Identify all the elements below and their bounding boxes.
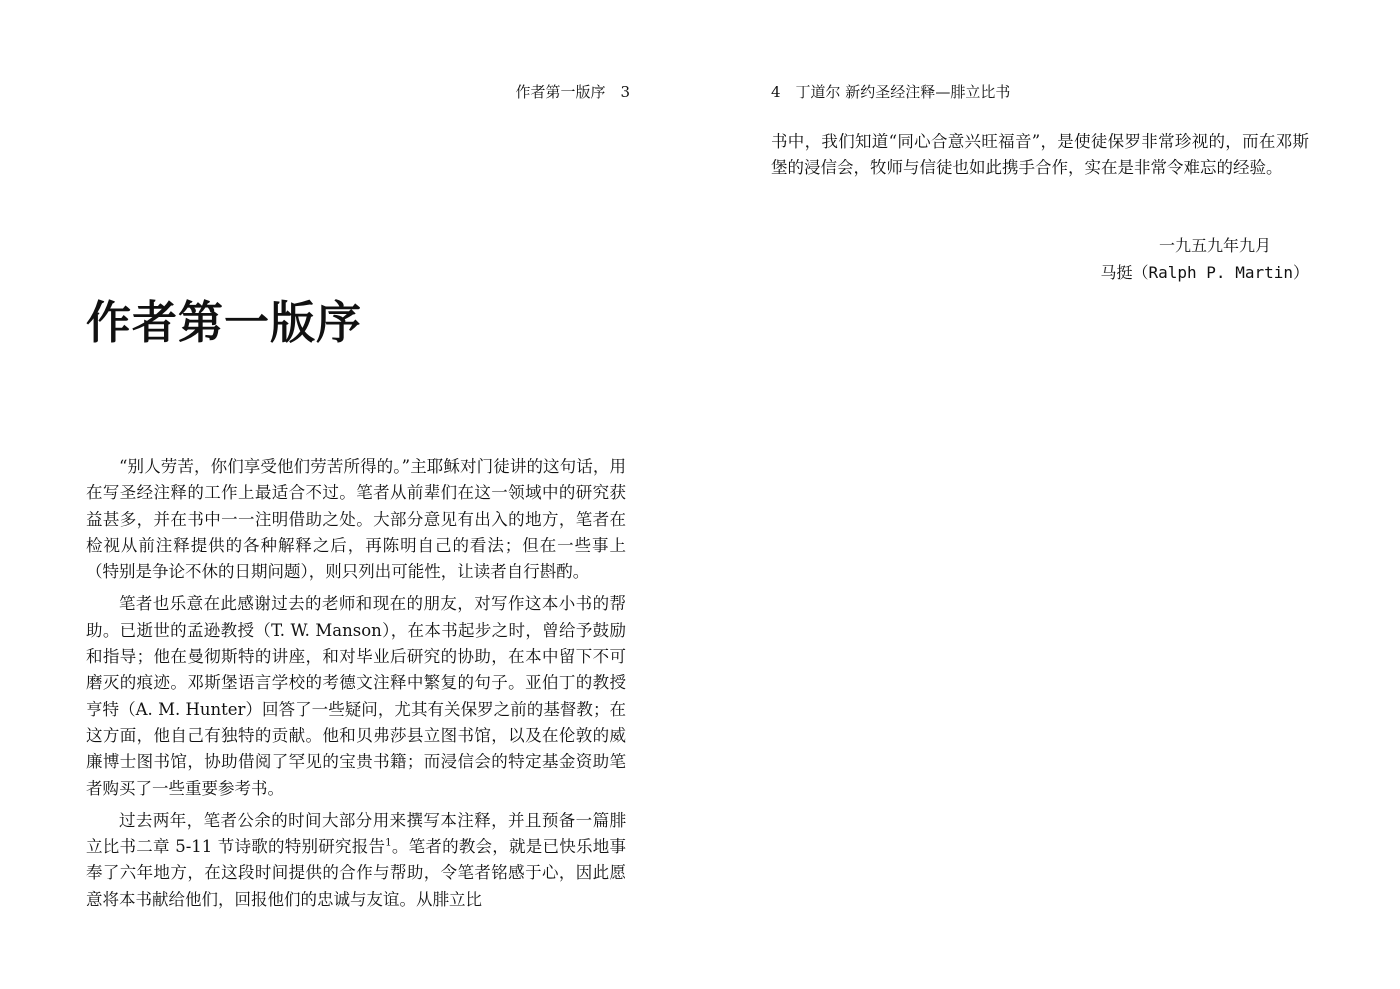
preface-body [86, 454, 626, 919]
paragraph-3-text-end: 。笔者的教会，就是已快乐地事奉了六年地方，在这段时间提供的合作与帮助，令笔者铭感于心，因此愿意将本书献给他们，回报他们的忠诚与友谊。从腓立比 [86, 837, 627, 909]
continued-text [771, 129, 1309, 182]
chapter-title: 作者第一版序 [86, 296, 363, 349]
preface-paragraph-1: “别人劳苦，你们享受他们劳苦所得的。”主耶稣对门徒讲的这句话，用在写圣经注释的工作上最适合不过。笔者从前辈们在这一领域中的研究获益甚多，并在书中一一注明借助之处。大部分意见有出入的地方，笔者在检视从前注释提供的各种解释之后，再陈明自己的看法；但在一些事上（特别是争论不休的日期问题），则只列出可能性，让读者自行斟酌。 [86, 457, 626, 582]
signature-author: 马挺（Ralph P. Martin） [1100, 263, 1309, 282]
signature-date: 一九五九年九月 [1158, 236, 1271, 255]
footnote-reference: 1 [385, 837, 392, 849]
continued-paragraph: 书中，我们知道“同心合意兴旺福音”，是使徒保罗非常珍视的，而在邓斯堡的浸信会，牧师与信徒也如此携手合作，实在是非常令难忘的经验。 [771, 132, 1309, 178]
signature-block [1101, 232, 1310, 286]
left-running-head: 作者第一版序 3 [515, 83, 630, 101]
right-page [700, 0, 1400, 989]
right-running-head: 4 丁道尔 新约圣经注释—腓立比书 [771, 83, 1011, 101]
preface-paragraph-2: 笔者也乐意在此感谢过去的老师和现在的朋友，对写作这本小书的帮助。已逝世的孟逊教授（T. W. Manson），在本书起步之时，曾给予鼓励和指导；他在曼彻斯特的讲座，和对毕业后研究的协助，在本中留下不可磨灭的痕迹。邓斯堡语言学校的考德文注释中繁复的句子。亚伯丁的教授亨特（A. M. Hunter）回答了一些疑问，尤其有关保罗之前的基督教；在这方面，他自己有独特的贡献。他和贝弗莎县立图书馆，以及在伦敦的威廉博士图书馆，协助借阅了罕见的宝贵书籍；而浸信会的特定基金资助笔者购买了一些重要参考书。 [86, 594, 626, 798]
preface-paragraph-3 [86, 808, 626, 913]
paragraph-3-text-start: 过去两年，笔者公余的时间大部分用来撰写本注释，并且预备一篇腓立比书二章 5-11 节诗歌的特别研究报告 [86, 810, 626, 857]
